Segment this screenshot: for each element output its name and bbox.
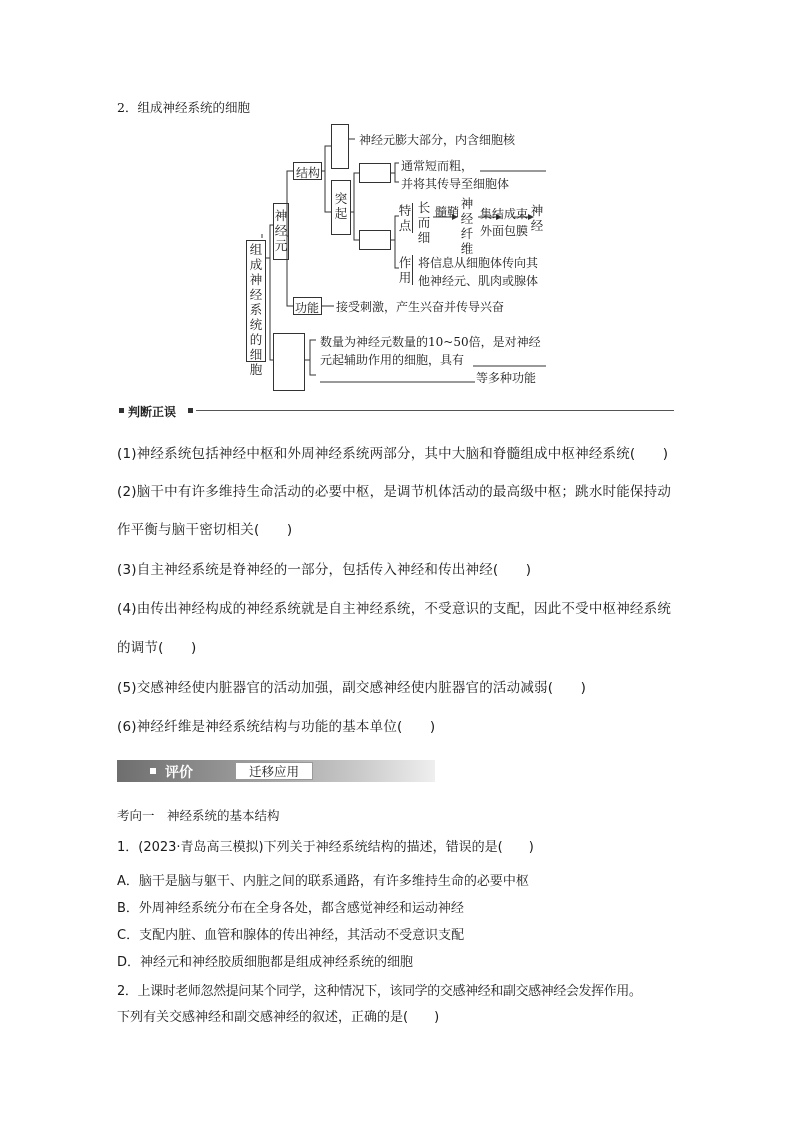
axon-func-2: 他神经元、肌肉或腺体 <box>418 274 539 288</box>
section-divider <box>196 410 674 411</box>
question-2-line-1: 2．上课时老师忽然提问某个同学，这种情况下，该同学的交感神经和副交感神经会发挥作用。 <box>117 984 642 999</box>
judge-item-4-cont: 的调节( ) <box>117 640 197 656</box>
nerve-label: 神经 <box>530 203 544 233</box>
bundle-label: 集结成束 <box>480 207 529 221</box>
glia-desc-2: 元起辅助作用的细胞，具有 <box>320 353 465 367</box>
glia-desc-1: 数量为神经元数量的10~50倍，是对神经 <box>320 335 541 349</box>
feature-divider <box>412 203 413 233</box>
q1-option-a: A．脑干是脑与躯干、内脏之间的联系通路，有许多维持生命的必要中枢 <box>117 874 529 889</box>
myelin-label: 髓鞘 <box>435 205 460 219</box>
outer-sheath-label: 外面包膜 <box>480 224 529 238</box>
judge-item-3: (3)自主神经系统是脊神经的一部分，包括传入神经和传出神经( ) <box>117 562 532 578</box>
section-bullet-icon <box>188 408 193 413</box>
dendrite-desc-2: 并将其传导至细胞体 <box>401 177 510 191</box>
dendrite-desc-1: 通常短而粗， <box>401 159 474 173</box>
long-thin-label: 长而细 <box>417 200 431 245</box>
question-1: 1．(2023·青岛高三模拟)下列关于神经系统结构的描述，错误的是( ) <box>117 840 534 855</box>
nerve-fiber-label: 神经纤维 <box>460 196 474 256</box>
section-bullet-icon <box>119 408 124 413</box>
q1-option-c: C．支配内脏、血管和腺体的传出神经，其活动不受意识支配 <box>117 928 465 943</box>
glia-answer-box[interactable] <box>273 333 305 391</box>
axon-func-1: 将信息从细胞体传向其 <box>418 256 539 270</box>
judge-item-2: (2)脑干中有许多维持生命活动的必要中枢，是调节机体活动的最高级中枢；跳水时能保持动 <box>117 484 672 500</box>
judge-item-4: (4)由传出神经构成的神经系统就是自主神经系统，不受意识的支配，因此不受中枢神经系统 <box>117 601 672 617</box>
structure-label: 结构 <box>296 166 321 180</box>
axon-answer-box[interactable] <box>359 230 391 250</box>
q1-option-d: D．神经元和神经胶质细胞都是组成神经系统的细胞 <box>117 955 414 970</box>
judge-item-1: (1)神经系统包括神经中枢和外周神经系统两部分，其中大脑和脊髓组成中枢神经系统( ) <box>117 446 669 462</box>
banner-title: 评价 <box>165 765 193 781</box>
judge-item-6: (6)神经纤维是神经系统结构与功能的基本单位( ) <box>117 719 436 735</box>
banner-tab: 迁移应用 <box>235 762 313 780</box>
neuron-function-desc: 接受刺激，产生兴奋并传导兴奋 <box>336 300 505 314</box>
direction-heading: 考向一 神经系统的基本结构 <box>117 808 280 823</box>
cell-body-desc: 神经元膨大部分，内含细胞核 <box>359 133 516 147</box>
banner-bullet-icon <box>150 768 156 774</box>
role-label: 作用 <box>398 255 412 285</box>
section-title: 2．组成神经系统的细胞 <box>117 100 250 115</box>
judge-section-title: 判断正误 <box>128 405 177 419</box>
glia-desc-3: 等多种功能 <box>476 371 537 385</box>
cell-body-answer-box[interactable] <box>331 124 349 169</box>
process-label: 突起 <box>334 191 348 221</box>
q1-option-b: B．外周神经系统分布在全身各处，都含感觉神经和运动神经 <box>117 901 464 916</box>
root-label: 组成神经系统的细胞 <box>249 242 263 377</box>
function-label: 功能 <box>295 301 320 315</box>
judge-item-2-cont: 作平衡与脑干密切相关( ) <box>117 522 293 538</box>
judge-item-5: (5)交感神经使内脏器官的活动加强，副交感神经使内脏器官的活动减弱( ) <box>117 680 587 696</box>
feature-label: 特点 <box>398 203 412 233</box>
neuron-label: 神经元 <box>274 208 288 253</box>
question-2-line-2: 下列有关交感神经和副交感神经的叙述，正确的是( ) <box>117 1010 440 1025</box>
dendrite-answer-box[interactable] <box>359 163 391 183</box>
role-divider <box>412 255 413 285</box>
